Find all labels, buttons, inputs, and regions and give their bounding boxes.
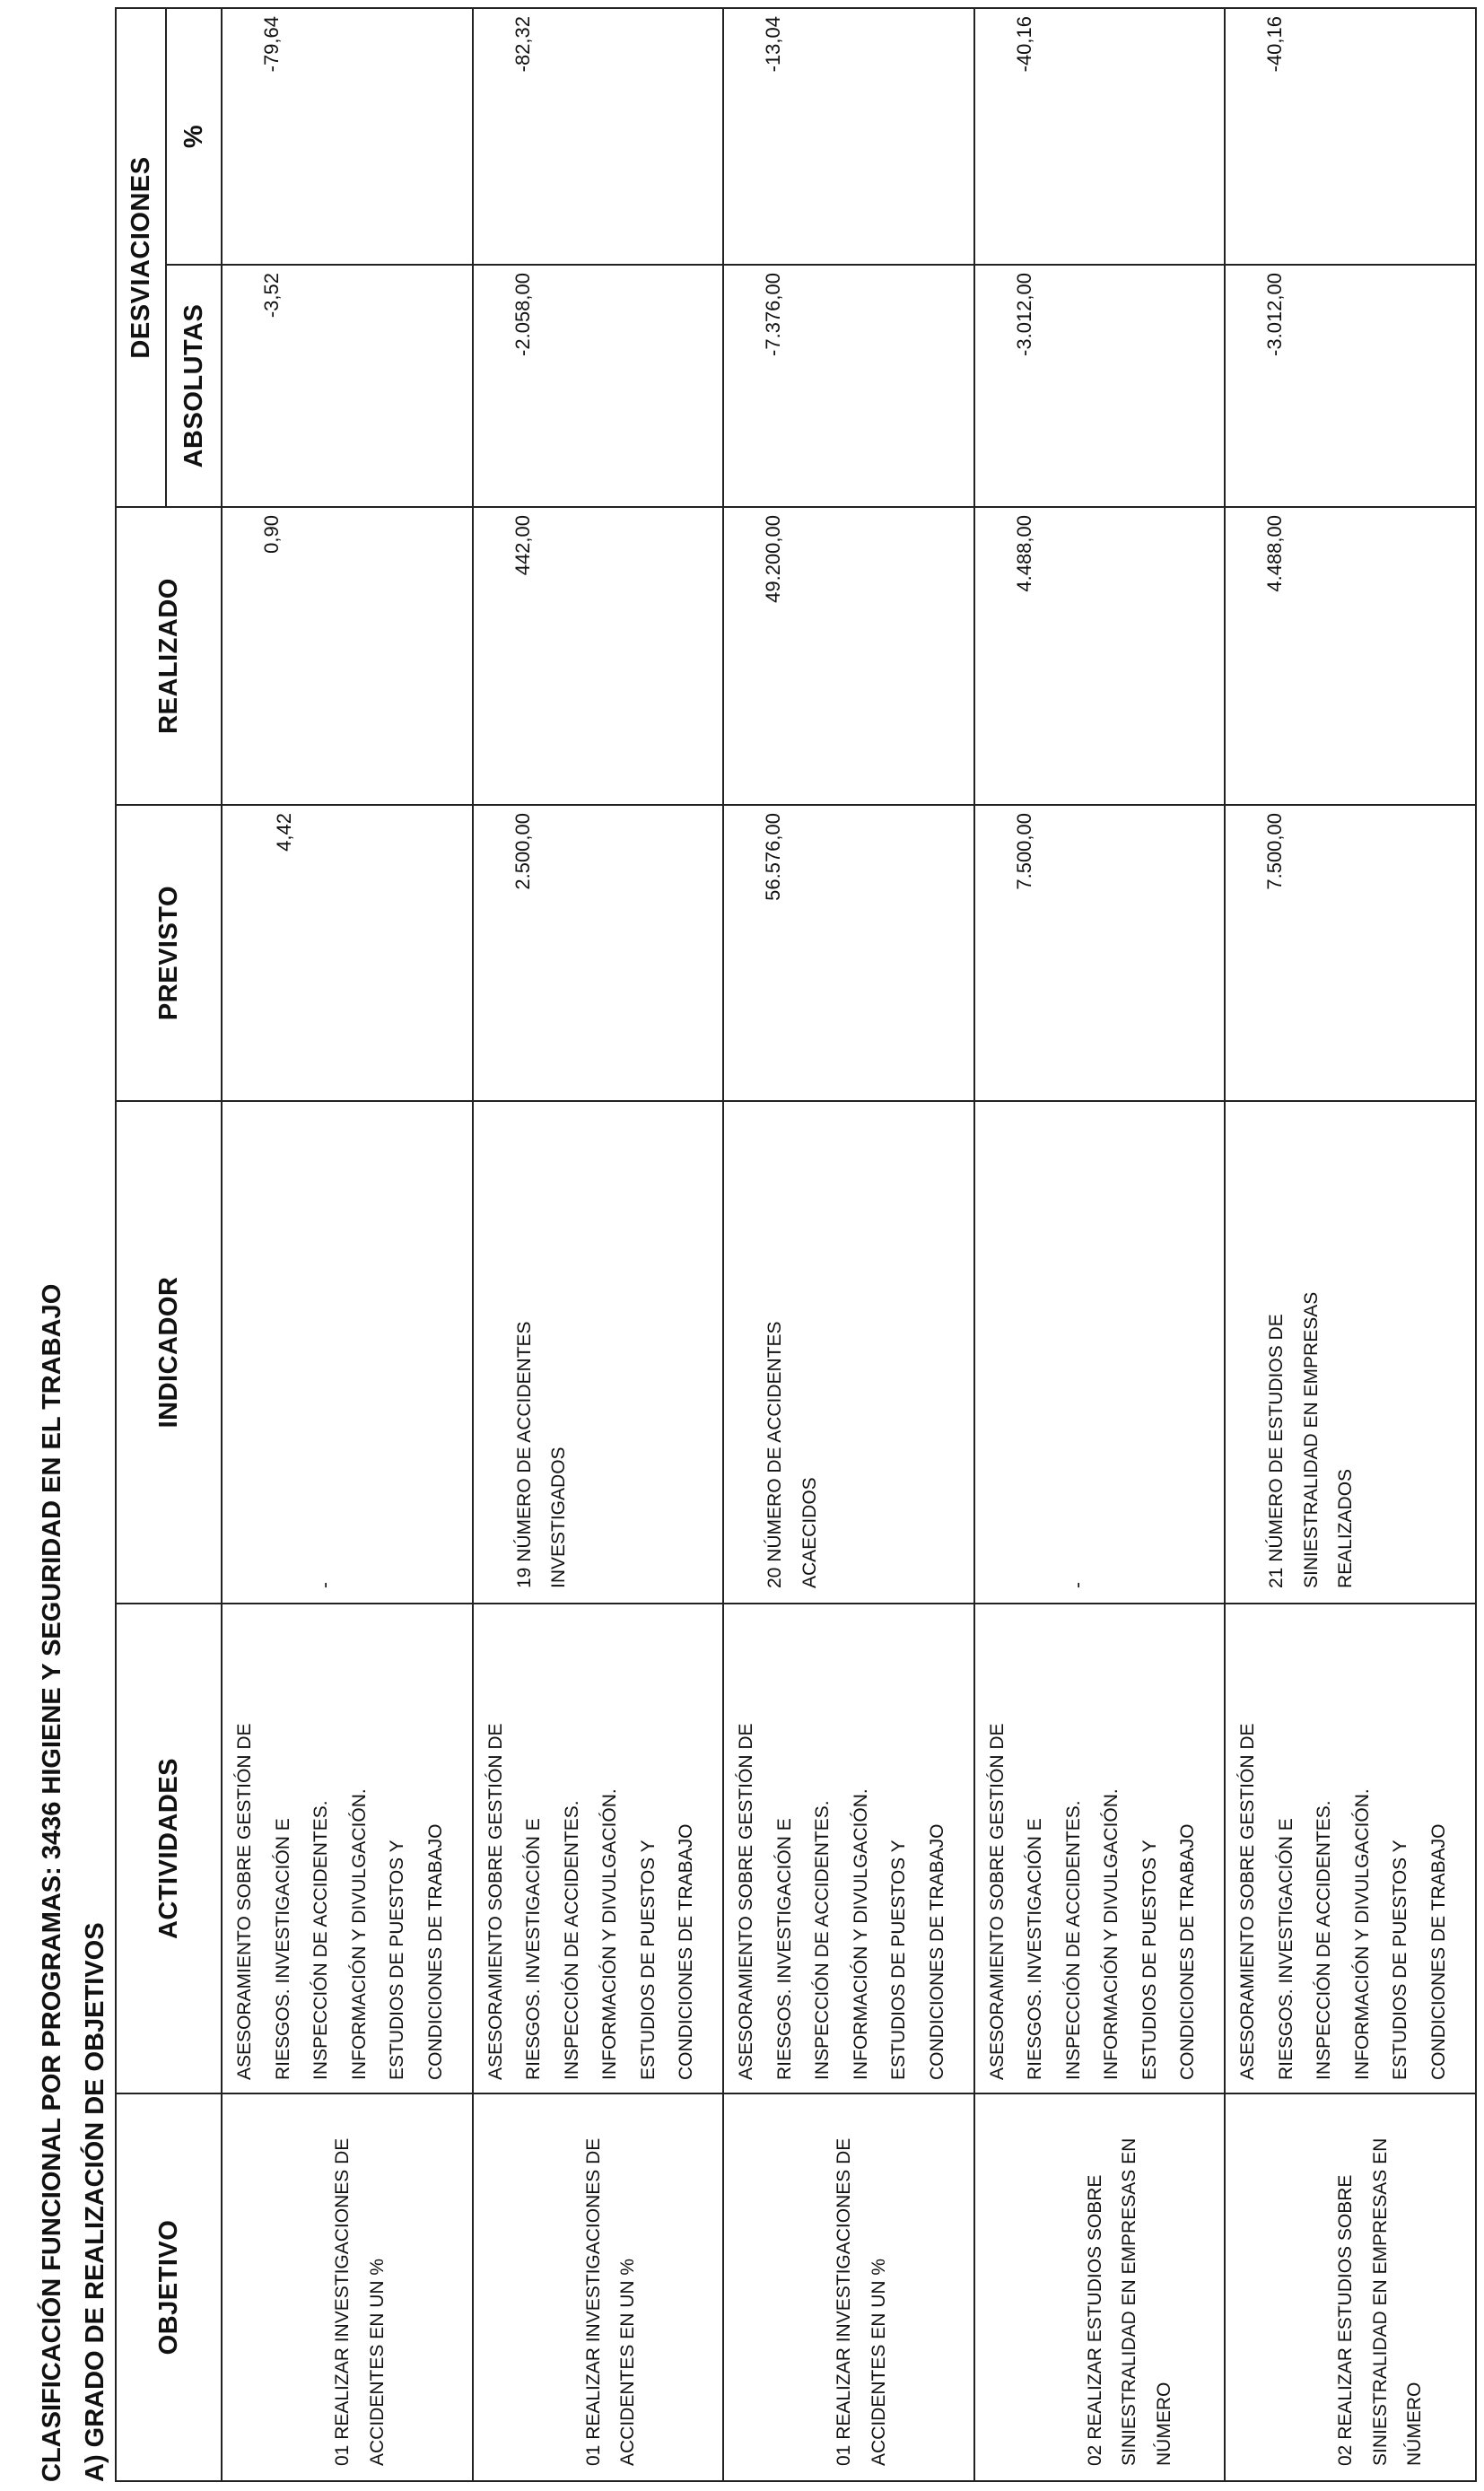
cell-realizado: 49.200,00: [723, 507, 974, 805]
cell-absolutas: -7.376,00: [723, 265, 974, 507]
cell-porcentaje: -82,32: [473, 8, 724, 265]
cell-realizado: 0,90: [222, 507, 473, 805]
cell-previsto: 7.500,00: [1225, 805, 1476, 1101]
cell-indicador: 21 NÚMERO DE ESTUDIOS DE SINIESTRALIDAD EN EMPRESAS REALIZADOS: [1225, 1101, 1476, 1604]
cell-absolutas: -2.058,00: [473, 265, 724, 507]
table-row: [222, 8, 473, 2481]
header-realizado: REALIZADO: [116, 507, 222, 805]
objectives-table: [115, 7, 1477, 2482]
table-row: [473, 8, 724, 2481]
cell-porcentaje: -13,04: [723, 8, 974, 265]
header-actividades: ACTIVIDADES: [116, 1604, 222, 2093]
cell-actividades: ASESORAMIENTO SOBRE GESTIÓN DE RIESGOS. INVESTIGACIÓN E INSPECCIÓN DE ACCIDENTES. INFORMACIÓN Y DIVULGACIÓN. ESTUDIOS DE PUESTOS Y CONDICIONES DE TRABAJO: [1225, 1604, 1476, 2093]
cell-actividades: ASESORAMIENTO SOBRE GESTIÓN DE RIESGOS. INVESTIGACIÓN E INSPECCIÓN DE ACCIDENTES. INFORMACIÓN Y DIVULGACIÓN. ESTUDIOS DE PUESTOS Y CONDICIONES DE TRABAJO: [222, 1604, 473, 2093]
table-row: [1225, 8, 1476, 2481]
cell-indicador: 20 NÚMERO DE ACCIDENTES ACAECIDOS: [723, 1101, 974, 1604]
header-previsto: PREVISTO: [116, 805, 222, 1101]
cell-objetivo: 01 REALIZAR INVESTIGACIONES DE ACCIDENTES EN UN %: [473, 2093, 724, 2481]
cell-absolutas: -3.012,00: [1225, 265, 1476, 507]
table-row: [974, 8, 1226, 2481]
cell-indicador: -: [222, 1101, 473, 1604]
header-row: [116, 8, 166, 2481]
cell-objetivo: 01 REALIZAR INVESTIGACIONES DE ACCIDENTES EN UN %: [222, 2093, 473, 2481]
cell-previsto: 4,42: [222, 805, 473, 1101]
cell-actividades: ASESORAMIENTO SOBRE GESTIÓN DE RIESGOS. INVESTIGACIÓN E INSPECCIÓN DE ACCIDENTES. INFORMACIÓN Y DIVULGACIÓN. ESTUDIOS DE PUESTOS Y CONDICIONES DE TRABAJO: [473, 1604, 724, 2093]
page-title: CLASIFICACIÓN FUNCIONAL POR PROGRAMAS: 3436 HIGIENE Y SEGURIDAD EN EL TRABAJO: [38, 1283, 66, 2482]
cell-previsto: 56.576,00: [723, 805, 974, 1101]
cell-previsto: 2.500,00: [473, 805, 724, 1101]
cell-objetivo: 02 REALIZAR ESTUDIOS SOBRE SINIESTRALIDAD EN EMPRESAS EN NÚMERO: [1225, 2093, 1476, 2481]
header-indicador: INDICADOR: [116, 1101, 222, 1604]
header-absolutas: ABSOLUTAS: [166, 265, 222, 507]
cell-indicador: -: [974, 1101, 1226, 1604]
cell-previsto: 7.500,00: [974, 805, 1226, 1101]
cell-actividades: ASESORAMIENTO SOBRE GESTIÓN DE RIESGOS. INVESTIGACIÓN E INSPECCIÓN DE ACCIDENTES. INFORMACIÓN Y DIVULGACIÓN. ESTUDIOS DE PUESTOS Y CONDICIONES DE TRABAJO: [723, 1604, 974, 2093]
table-row: [723, 8, 974, 2481]
cell-absolutas: -3.012,00: [974, 265, 1226, 507]
header-objetivo: OBJETIVO: [116, 2093, 222, 2481]
header-porcentaje: %: [166, 8, 222, 265]
cell-actividades: ASESORAMIENTO SOBRE GESTIÓN DE RIESGOS. INVESTIGACIÓN E INSPECCIÓN DE ACCIDENTES. INFORMACIÓN Y DIVULGACIÓN. ESTUDIOS DE PUESTOS Y CONDICIONES DE TRABAJO: [974, 1604, 1226, 2093]
section-subtitle: A) GRADO DE REALIZACIÓN DE OBJETIVOS: [81, 1922, 109, 2482]
cell-objetivo: 02 REALIZAR ESTUDIOS SOBRE SINIESTRALIDAD EN EMPRESAS EN NÚMERO: [974, 2093, 1226, 2481]
cell-indicador: 19 NÚMERO DE ACCIDENTES INVESTIGADOS: [473, 1101, 724, 1604]
cell-porcentaje: -40,16: [1225, 8, 1476, 265]
cell-realizado: 4.488,00: [1225, 507, 1476, 805]
cell-absolutas: -3,52: [222, 265, 473, 507]
header-desviaciones: DESVIACIONES: [116, 8, 166, 507]
cell-porcentaje: -79,64: [222, 8, 473, 265]
cell-realizado: 4.488,00: [974, 507, 1226, 805]
cell-realizado: 442,00: [473, 507, 724, 805]
cell-porcentaje: -40,16: [974, 8, 1226, 265]
cell-objetivo: 01 REALIZAR INVESTIGACIONES DE ACCIDENTES EN UN %: [723, 2093, 974, 2481]
